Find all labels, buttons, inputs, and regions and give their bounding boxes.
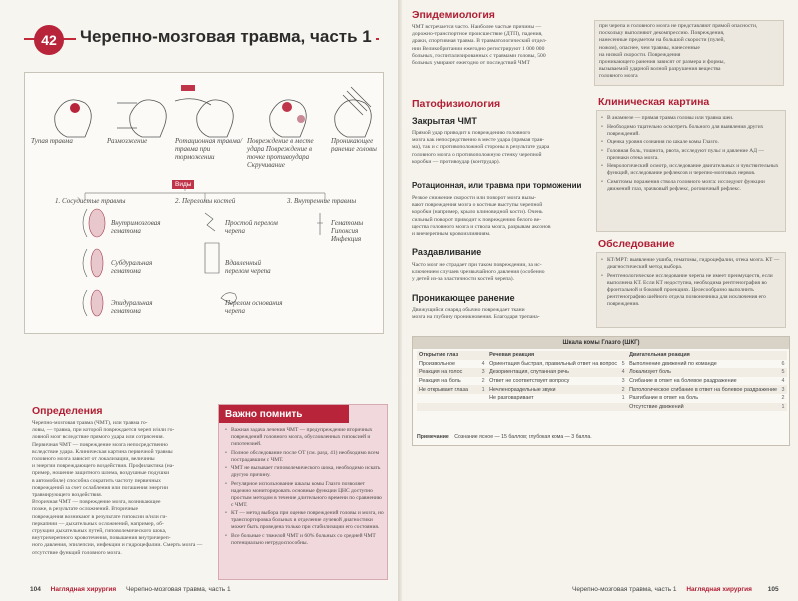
definitions-heading: Определения [32,405,103,417]
remember-heading: Важно помнить [219,405,349,423]
table-cell: Дезориентация, спутанная речь [489,369,569,376]
table-cell [487,403,619,412]
remember-box [218,404,388,580]
table-cell: 3 [481,369,485,376]
exam-item: • КТ/МРТ: выявление ушиба, гематомы, гидроцефалии, отека мозга. КТ — диагностический метод выбора. [601,257,783,271]
remember-item: • Регулярное использование шкалы комы Глазго позволяет надежно мониторировать основные функции ЦНС доступно простым методом в течение длительного времени по сравнению с ЧМТ. [225,481,385,509]
table-cell: 4 [621,369,625,376]
table-row [417,377,787,386]
sidebar-line: поскольку выполняют декомпрессию. Повреждения, [599,30,725,37]
table-cell: 5 [621,360,625,367]
table-cell: Локализует боль [629,369,671,376]
label-simple-fracture: Простой перелом черепа [225,219,278,236]
definitions-line: Вторичная ЧМТ — повреждение мозга, возникающее [32,499,161,506]
gcs-note-text: Сознание ясное — 15 баллов; глубокая кома — 3 балла. [454,434,592,440]
right-footer [572,586,779,593]
gcs-grid [417,351,787,411]
rotation-line: Резкое снижение скорости или поворот мозга вызы- [412,195,537,201]
head-sketch-2 [130,100,167,137]
penetrating-line: мозга на глубину проникновения. Благодаря трепана- [412,314,540,321]
table-cell: 3 [781,386,785,393]
clinical-item: • Симптомы поражения ствола головного мозга: исследуют функции движений глаз, зрачковый рефлекс, роговичный рефлекс. [601,179,783,193]
sidebar-line: вызываемой ударной волной разрушения вещества [599,66,721,73]
left-page [0,0,398,601]
crush-text [412,262,592,286]
penetrating-line: Движущийся снаряд обычно повреждает ткани [412,307,525,313]
table-cell [479,403,487,412]
table-cell: 1 [621,395,625,402]
definitions-line: и энергии повреждающего воздействия. Профилактика (на- [32,463,175,470]
table-cell: 2 [781,395,785,402]
table-cell: Нечленораздельные звуки [489,386,556,393]
definitions-line: повреждения возникают в результате гипоксии и/или ги- [32,513,168,520]
closed-line: коробки — противоудар (контрудар). [412,158,501,165]
label-epidural: Эпидуральная гематома [111,299,153,316]
penetrating-heading: Проникающее ранение [412,293,515,303]
definitions-line: ловы, — травма, при которой повреждается череп и/или го- [32,427,175,434]
table-cell: 6 [781,360,785,367]
table-cell [417,394,479,403]
epidemiology-line: больных умирают ежегодно от последствий ЧМТ [412,60,530,67]
definitions-line: ного давления, эпилепсии, инфекции и гидроцефалии. Смерть мозга — [32,542,203,549]
table-cell: Отсутствие движений [629,403,684,410]
types-tag: Виды [172,180,194,189]
crush-line: ключением случаев чрезвычайного давления (особенно [412,269,545,276]
definitions-line: перкапнии — дыхательных осложнений, например, об- [32,520,164,527]
clinical-item: • Оценка уровня сознания по шкале комы Глазго. [601,139,783,146]
right-page-number: 105 [767,586,779,593]
chapter-title: Черепно-мозговая травма, часть 1 [76,27,376,47]
clinical-list [601,115,783,194]
table-row [417,394,787,403]
rotation-line: вают повреждения мозга о костные выступы черепной [412,202,543,209]
label-subdural: Субдуральная гематома [111,259,153,276]
table-cell [479,351,487,360]
closed-line: Прямой удар приводит к повреждению головного [412,130,531,136]
clinical-heading: Клиническая картина [598,96,710,108]
clinical-box [596,110,786,232]
sidebar-line: ножом), опаснее, чем травмы, нанесенные [599,44,700,51]
definitions-line: Черепно-мозговая травма (ЧМТ), или травма го- [32,420,148,426]
closed-line: мозга как непосредственно в месте удара (прямая трав- [412,137,545,144]
impact-mark-4 [282,102,292,112]
sidebar-line: на низкой скорости. Повреждения [599,51,681,58]
gcs-note-label: Примечание [417,434,449,440]
table-cell [417,403,479,412]
definitions-line: повреждений за счет ослабления или погашения энергии [32,484,168,491]
definitions-line: ловной мозг вследствие прямого удара или сотрясения. [32,434,164,441]
table-cell [779,351,787,360]
head-sketch-3 [197,100,234,137]
right-footer-section: Наглядная хирургия [686,586,752,593]
clinical-item: • Неврологический осмотр, исследование двигательных и чувствительных функций, исследование рефлексов и черепно-мозговых нервов. [601,163,783,177]
examination-heading: Обследование [598,238,675,250]
crush-line: у детей из-за эластичности костей черепа). [412,276,515,283]
definitions-line: струкции дыхательных путей, гиповолемического шока, [32,528,167,535]
table-cell [619,351,627,360]
chapter-number-badge: 42 [34,25,64,55]
penetrating-text [412,307,592,323]
table-cell: Двигательная реакция [629,352,690,359]
table-cell [619,403,627,412]
pathophysiology-heading: Патофизиология [412,98,501,110]
table-cell: Разгибание в ответ на боль [629,395,699,402]
table-cell: 2 [481,378,485,385]
table-cell: 3 [621,378,625,385]
clinical-item: • Головная боль, тошнота, рвота, исследуют пульс и давление АД — признаки отека мозга. [601,148,783,162]
epidemiology-line: ЧМТ встречается часто. Наиболее частые причины — [412,24,542,30]
rotation-heading: Ротационная, или травма при торможении [412,181,582,190]
label-blunt-trauma: Тупая травма [31,137,73,145]
left-footer [30,586,231,593]
gcs-title: Шкала комы Глазго (ШКГ) [413,337,789,349]
epidemiology-text [412,24,592,74]
arrow-mark [181,85,195,91]
heading-fractures: 2. Переломы костей [175,197,236,205]
right-footer-chapter: Черепно-мозговая травма, часть 1 [572,586,677,593]
closed-injury-text [412,130,592,168]
table-cell: Реакция на голос [419,369,463,376]
epidemiology-line: драки, спортивная травма. В травматологический отдел- [412,38,547,45]
epidemiology-heading: Эпидемиология [412,9,495,21]
table-cell: Произвольное [419,360,455,367]
label-internal-list: Гематомы Гипоксия Инфекция [331,219,364,244]
epidemiology-line: больных, госпитализированных с травмами головы, 500 [412,52,546,59]
impact-mark-1 [70,103,80,113]
exam-item: • Рентгенологическое исследование черепа не имеет преимуществ, если выполнена КТ. Если КТ недоступна, необходима рентгенография во фронтальной и боковой проекциях. Целесообразно выполнить рентгенографию шейного отдела позвоночника для исключения его повреждения. [601,273,783,308]
definitions-line: внутричерепного кровотечения, повышения внутричереп- [32,535,171,542]
table-row [417,403,787,412]
left-footer-chapter: Черепно-мозговая травма, часть 1 [126,586,231,593]
table-row [417,385,787,394]
epidemiology-sidebar-text [599,23,781,85]
rotation-text [412,195,592,240]
crush-heading: Раздавливание [412,247,482,257]
epidemiology-line: дорожно-транспортное происшествие (ДТП), падения, [412,31,543,38]
injury-illustration [24,72,384,334]
rotation-line: щества головного мозга и ствола мозга, разрывам аксонов [412,223,551,230]
definitions-text [32,420,210,585]
table-cell: Ответ не соответствует вопросу [489,378,570,385]
table-row [417,351,787,360]
clinical-item: • В анамнезе — прямая травма головы или травма шеи. [601,115,783,122]
hematoma-subdural [91,249,103,277]
rotation-line: сильный поворот приводит к повреждению белого ве- [412,216,541,223]
left-footer-section: Наглядная хирургия [50,586,117,593]
sidebar-line: головного мозга [599,73,638,80]
table-cell: Не открывает глаза [419,386,468,393]
table-cell: Ориентация быстрая, правильный ответ на вопрос [489,360,618,367]
hematoma-intracerebral [89,209,105,237]
table-cell: Сгибание в ответ на болевое раздражение [629,378,737,385]
label-coup-contrecoup: Повреждение в месте удара Повреждение в точке противоудара Скручивание [247,137,314,170]
examination-box [596,252,786,328]
table-cell: 5 [781,369,785,376]
remember-list [225,427,385,548]
table-cell: 2 [621,386,625,393]
label-depressed-fracture: Вдавленный перелом черепа [225,259,271,276]
table-cell: 1 [781,403,785,410]
definitions-line: позже, в результате осложнений. Вторичные [32,506,139,513]
epidemiology-sidebar [594,20,784,86]
examination-list [601,257,783,309]
definitions-line: в автомобиле) способна сократить частоту первичных [32,477,161,484]
hematoma-epidural [91,290,103,316]
remember-item: • Все больные с тяжелой ЧМТ и 60% больных со средней ЧМТ потенциально нетрудоспособны. [225,533,385,547]
table-cell: Патологическое сгибание в ответ на болевое раздражение [629,386,778,393]
table-row [417,368,787,377]
label-rotational: Ротационная травма/ травма при торможении [175,137,243,162]
glasgow-coma-scale-table [412,336,790,446]
crush-line: Часто мозг не страдает при таком повреждении, за ис- [412,262,542,268]
closed-injury-heading: Закрытая ЧМТ [412,116,477,126]
closed-line: ма), так и с противоположной стороны в результате удара [412,144,550,151]
rotation-line: коробки (например, крыло клиновидной кости). Очень [412,209,543,216]
label-crush: Размозжение [107,137,148,145]
remember-item: • ЧМТ не вызывает гиповолемического шока, необходимо искать другую причину. [225,465,385,479]
table-cell: 1 [481,386,485,393]
table-cell: 4 [781,378,785,385]
gcs-note [417,434,592,440]
definitions-line: травмирующего воздействия. [32,492,103,499]
remember-item: • Важная задача лечения ЧМТ — предупреждение вторичных повреждений головного мозга, обусловленных гипоксией и гипотензией. [225,427,385,448]
closed-line: головного мозга о противоположную стенку черепной [412,151,542,158]
definitions-line: пример, ношение защитного шлема, воздушные подушки [32,470,170,477]
rotation-line: и внечерепным кровоизлияниям. [412,231,491,238]
table-row [417,360,787,369]
clinical-item: • Необходимо тщательно осмотреть больного для выявления других повреждений. [601,124,783,138]
sidebar-line: проникающего ранения зависят от размера и формы, [599,59,725,66]
right-page [402,0,798,601]
sidebar-line: нанесенные предметом на большой скорости (пулей, [599,37,725,44]
table-cell: Не разговаривает [489,395,534,402]
heading-internal: 3. Внутренние травмы [287,197,357,205]
table-cell: Речевая реакция [489,352,535,359]
table-cell: Открытие глаз [419,352,459,359]
heading-vascular: 1. Сосудистые травмы [55,197,126,205]
table-cell: Выполнение движений по команде [629,360,717,367]
epidemiology-line: нии Великобритании ежегодно регистрируют 1 000 000 [412,45,545,52]
left-page-number: 104 [30,586,41,593]
remember-item: • Полное обследование после ОТ (см. разд. 41) необходимо всем пострадавшим с ЧМТ. [225,450,385,464]
label-intracerebral: Внутримозговая гематома [111,219,161,236]
table-cell: 4 [481,360,485,367]
table-cell [479,394,487,403]
table-cell: Реакция на боль [419,378,461,385]
definitions-line: отсутствие функций головного мозга. [32,549,122,556]
definitions-line: головного мозга зависит от локализации, величины [32,456,155,463]
definitions-line: вследствие удара. Клиническая картина первичной травмы [32,448,173,455]
label-basal-fracture: Перелом основания черепа [225,299,283,316]
sidebar-line: при черепа и головного мозга не представляют прямой опасности, [599,23,758,29]
definitions-line: Первичная ЧМТ — повреждение мозга непосредственно [32,441,168,448]
remember-item: • КТ — метод выбора при оценке повреждений головы и мозга, но транспортировка больных в отделение лучевой диагностики может быть проведена только при стабилизации его состояния. [225,510,385,531]
label-penetrating: Проникающее ранение головы [331,137,377,154]
